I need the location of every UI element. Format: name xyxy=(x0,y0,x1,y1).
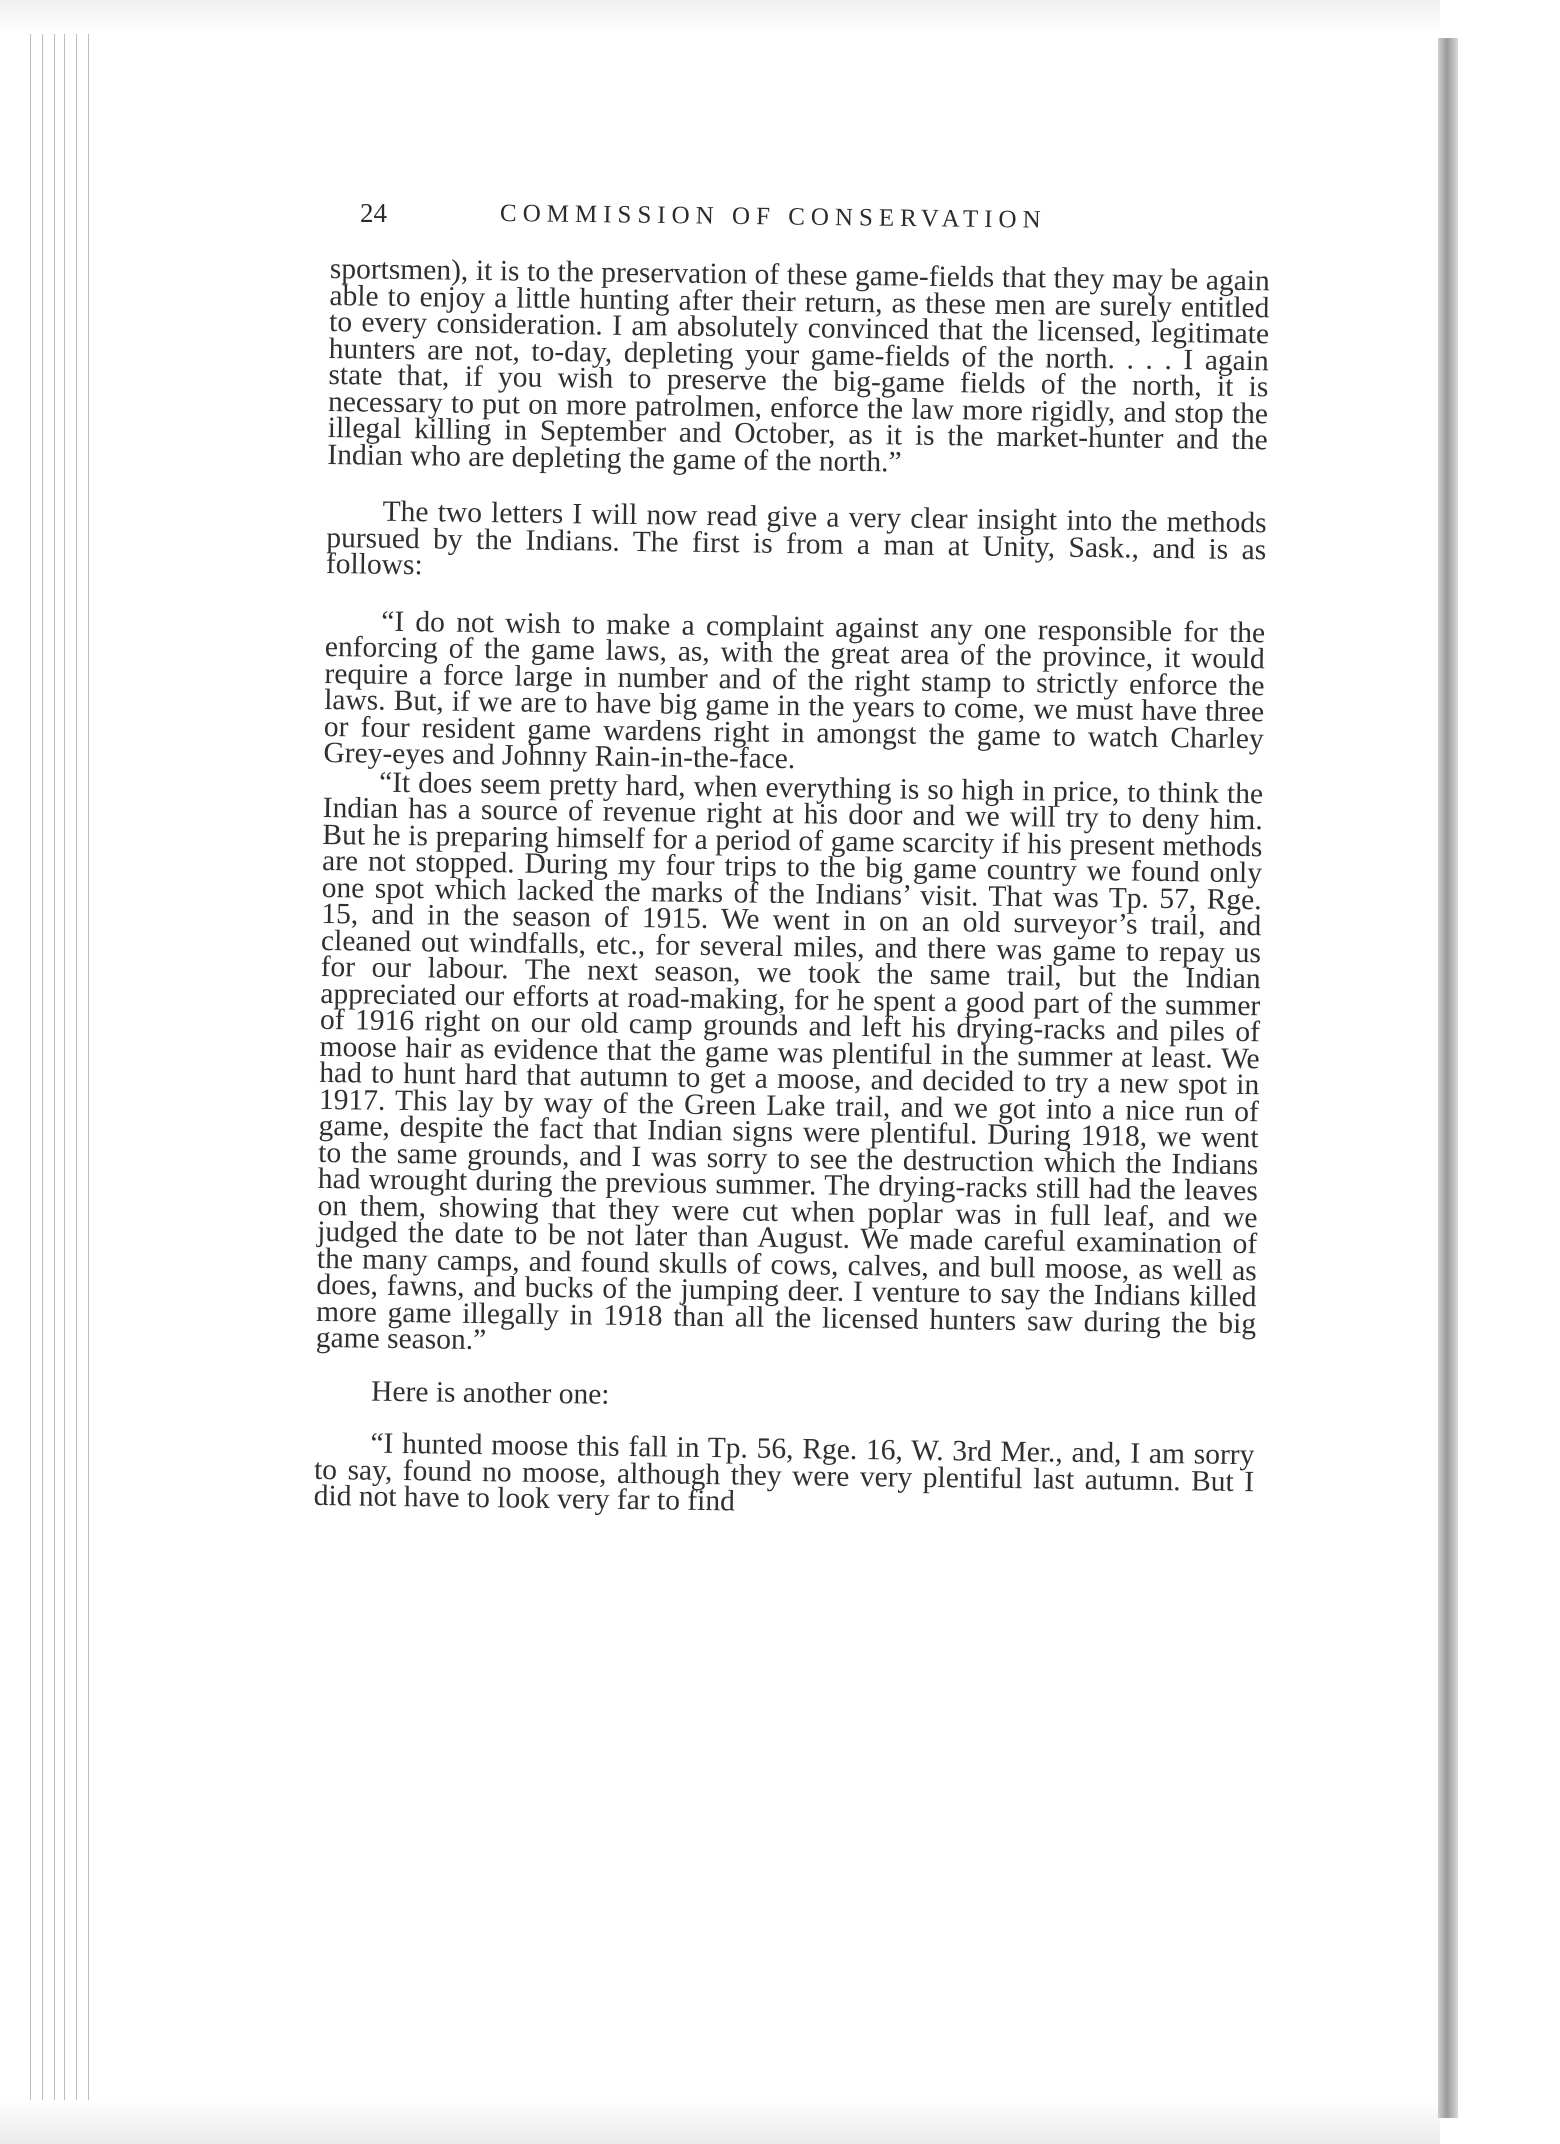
page-edge-line xyxy=(42,0,43,2144)
paragraph: “I do not wish to make a complaint against any one responsible for the enforcing of the game laws, as, with the great area of the province, it would require a force large in number and of the right stamp to strictly enforce the laws. But, if we are to have big game in the years to come, we must have three or four resident game wardens right in amongst the game to watch Charley Grey-eyes and Johnny Rain-in-the-face. xyxy=(323,605,1266,776)
paragraph: The two letters I will now read give a very clear insight into the methods pursued by the Indians. The first is from a man at Unity, Sask., and is as follows: xyxy=(325,495,1267,582)
page-top-edge xyxy=(0,0,1440,34)
page-number: 24 xyxy=(360,198,387,228)
page-edge-line xyxy=(54,0,55,2144)
running-head: COMMISSION OF CONSERVATION xyxy=(499,200,1047,234)
book-page-edges xyxy=(0,0,140,2144)
page-bottom-edge xyxy=(0,2100,1440,2144)
paragraph: Here is another one: xyxy=(370,1375,610,1411)
page-edge-line xyxy=(88,0,89,2144)
body-text xyxy=(313,253,1270,1522)
paragraph: “I hunted moose this fall in Tp. 56, Rge. 16, W. 3rd Mer., and, I am sorry to say, found no moose, although they were very plentiful last autumn. But I did not have to look very far to find xyxy=(313,1427,1255,1518)
paragraph: “It does seem pretty hard, when everything is so high in price, to think the Indian has a source of revenue right at his door and we will try to deny him. But he is preparing himself for a period of game scarcity if his present methods are not stopped. During my four trips to the big game country we found only one spot which lacked the marks of the Indians’ visit. That was Tp. 57, Rge. 15, and in the season of 1915. We went in on an old surveyor’s trail, and cleaned out windfalls, etc., for several miles, and there was game to repay us for our labour. The next season, we took the same trail, but the Indian appreciated our efforts at road-making, for he spent a good part of the summer of 1916 right on our old camp grounds and left his drying-racks and piles of moose hair as evidence that the game was plentiful in the summer at least. We had to hunt hard that autumn to get a moose, and decided to try a new spot in 1917. This lay by way of the Green Lake trail, and we got into a nice run of game, despite the fact that Indian signs were plentiful. During 1918, we went to the same grounds, and I was sorry to see the destruction which the Indians had wrought during the previous summer. The drying-racks still had the leaves on them, showing that they were cut when poplar was in full leaf, and we judged the date to be not later than August. We made careful examination of the many camps, and found skulls of cows, calves, and bull moose, as well as does, fawns, and bucks of the jumping deer. I venture to say the Indians killed more game illegally in 1918 than all the licensed hunters saw during the big game season.” xyxy=(315,766,1264,1357)
paragraph: sportsmen), it is to the preservation of these game-fields that they may be again able to enjoy a little hunting after their return, as these men are surely entitled to every consideration. I am absolutely convinced that the licensed, legitimate hunters are not, to-day, depleting your game-fields of the north. . . . I again state that, if you wish to preserve the big-game fields of the north, it is necessary to put on more patrolmen, enforce the law more rigidly, and stop the illegal killing in September and October, as it is the market-hunter and the Indian who are depleting the game of the north.” xyxy=(327,253,1270,478)
page-edge-line xyxy=(76,0,77,2144)
page-header xyxy=(360,198,1360,248)
scan-margin xyxy=(1458,0,1560,2144)
page-edge-line xyxy=(30,0,31,2144)
page-fold-shadow xyxy=(1438,38,1458,2118)
page-edge-line xyxy=(64,0,65,2144)
